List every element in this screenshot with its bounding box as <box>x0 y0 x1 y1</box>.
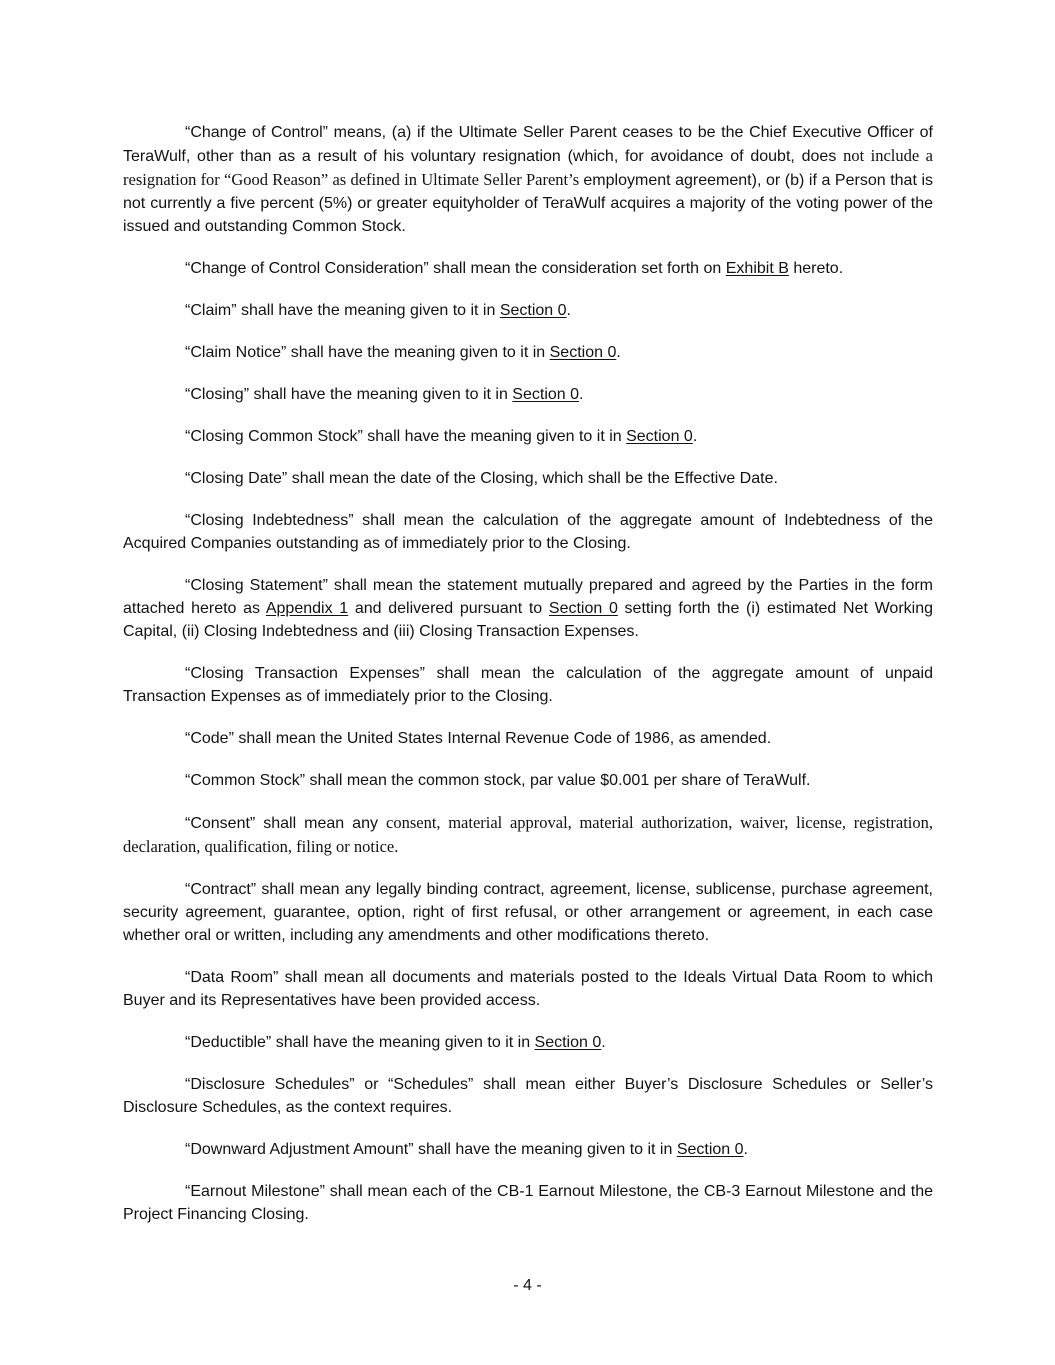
cross-reference: Section 0 <box>512 386 580 403</box>
text-run: “Earnout Milestone” shall mean each of the CB-1 Earnout Milestone, the CB-3 Earnout Milestone and the Project Financing Closing. <box>123 1183 933 1223</box>
text-run: “Deductible” shall have the meaning given to it in <box>185 1034 535 1051</box>
cross-reference: Section 0 <box>676 1141 744 1158</box>
text-run: employment agreement), or (b) if a Person that is not currently a five percent (5%) or greater equityholder of TeraWulf acquires a majority of the voting power of the issued and outstanding Common Stock. <box>123 172 934 235</box>
text-run: consent, material approval, material authorization, waiver, license, registration, declaration, qualification, filing or notice. <box>123 813 933 856</box>
paragraph <box>123 121 933 238</box>
text-run: “Closing” shall have the meaning given to it in <box>185 386 513 403</box>
text-run: “Downward Adjustment Amount” shall have the meaning given to it in <box>185 1141 677 1158</box>
paragraph <box>123 1073 933 1119</box>
text-run: “Common Stock” shall mean the common stock, par value $0.001 per share of TeraWulf. <box>185 772 811 789</box>
paragraph <box>123 425 933 448</box>
cross-reference: Section 0 <box>534 1034 602 1051</box>
text-run: . <box>566 302 571 319</box>
paragraph <box>123 727 933 750</box>
cross-reference: Appendix 1 <box>265 600 349 617</box>
text-run: “Data Room” shall mean all documents and materials posted to the Ideals Virtual Data Room to which Buyer and its Representatives have been provided access. <box>123 969 933 1009</box>
text-run: . <box>692 428 698 445</box>
cross-reference: Section 0 <box>549 344 617 361</box>
text-run: “Closing Statement” shall mean the statement mutually prepared and agreed by the Parties in the form attached hereto as <box>123 577 933 617</box>
text-run: “Closing Date” shall mean the date of the Closing, which shall be the Effective Date. <box>185 470 778 487</box>
text-run: “Claim” shall have the meaning given to it in <box>185 302 500 319</box>
text-run: “Code” shall mean the United States Internal Revenue Code of 1986, as amended. <box>185 730 772 747</box>
paragraph <box>123 966 933 1012</box>
cross-reference: Exhibit B <box>725 260 789 277</box>
text-run: “Closing Indebtedness” shall mean the calculation of the aggregate amount of Indebtedness of the Acquired Companies outstanding as of immediately prior to the Closing. <box>123 512 933 552</box>
cross-reference: Section 0 <box>626 428 693 445</box>
paragraph <box>123 574 933 643</box>
text-run: “Change of Control” means, (a) if the Ultimate Seller Parent ceases to be the Chief Executive Officer of TeraWulf, other than as a result of his voluntary resignation (which, for avoidance of doubt, does <box>123 124 933 165</box>
paragraph <box>123 341 933 364</box>
text-run: “Contract” shall mean any legally binding contract, agreement, license, sublicense, purchase agreement, security agreement, guarantee, option, right of first refusal, or other arrangement or agreement, in each case whether oral or written, including any amendments and other modifications thereto. <box>123 881 933 944</box>
paragraph <box>123 1180 933 1226</box>
paragraph <box>123 509 933 555</box>
paragraph <box>123 383 933 406</box>
text-run: “Consent” shall mean any <box>185 815 386 832</box>
text-run: hereto. <box>788 260 844 277</box>
text-run: and delivered pursuant to <box>348 600 549 617</box>
paragraph <box>123 811 933 859</box>
text-run: “Change of Control Consideration” shall mean the consideration set forth on <box>185 260 726 277</box>
text-run: “Claim Notice” shall have the meaning given to it in <box>185 344 550 361</box>
page-number: - 4 - <box>513 1277 542 1294</box>
text-run: not include a resignation for “Good Reason” as defined in Ultimate Seller Parent’s <box>123 146 934 189</box>
paragraph <box>123 257 933 280</box>
cross-reference: Section 0 <box>548 600 618 617</box>
paragraph <box>123 769 933 792</box>
text-run: setting forth the (i) estimated Net Working Capital, (ii) Closing Indebtedness and (iii) Closing Transaction Expenses. <box>123 600 933 640</box>
paragraph <box>123 467 933 490</box>
cross-reference: Section 0 <box>499 302 567 319</box>
paragraph-container <box>123 121 933 1245</box>
paragraph <box>123 662 933 708</box>
text-run: . <box>743 1141 748 1158</box>
text-run: “Disclosure Schedules” or “Schedules” shall mean either Buyer’s Disclosure Schedules or Seller’s Disclosure Schedules, as the context requires. <box>123 1076 933 1116</box>
text-run: “Closing Transaction Expenses” shall mean the calculation of the aggregate amount of unpaid Transaction Expenses as of immediately prior to the Closing. <box>123 665 933 705</box>
paragraph <box>123 878 933 947</box>
paragraph <box>123 1138 933 1161</box>
text-run: . <box>579 386 584 403</box>
paragraph <box>123 299 933 322</box>
text-run: “Closing Common Stock” shall have the meaning given to it in <box>185 428 627 445</box>
text-run: . <box>616 344 621 361</box>
paragraph <box>123 1031 933 1054</box>
text-run: . <box>601 1034 606 1051</box>
